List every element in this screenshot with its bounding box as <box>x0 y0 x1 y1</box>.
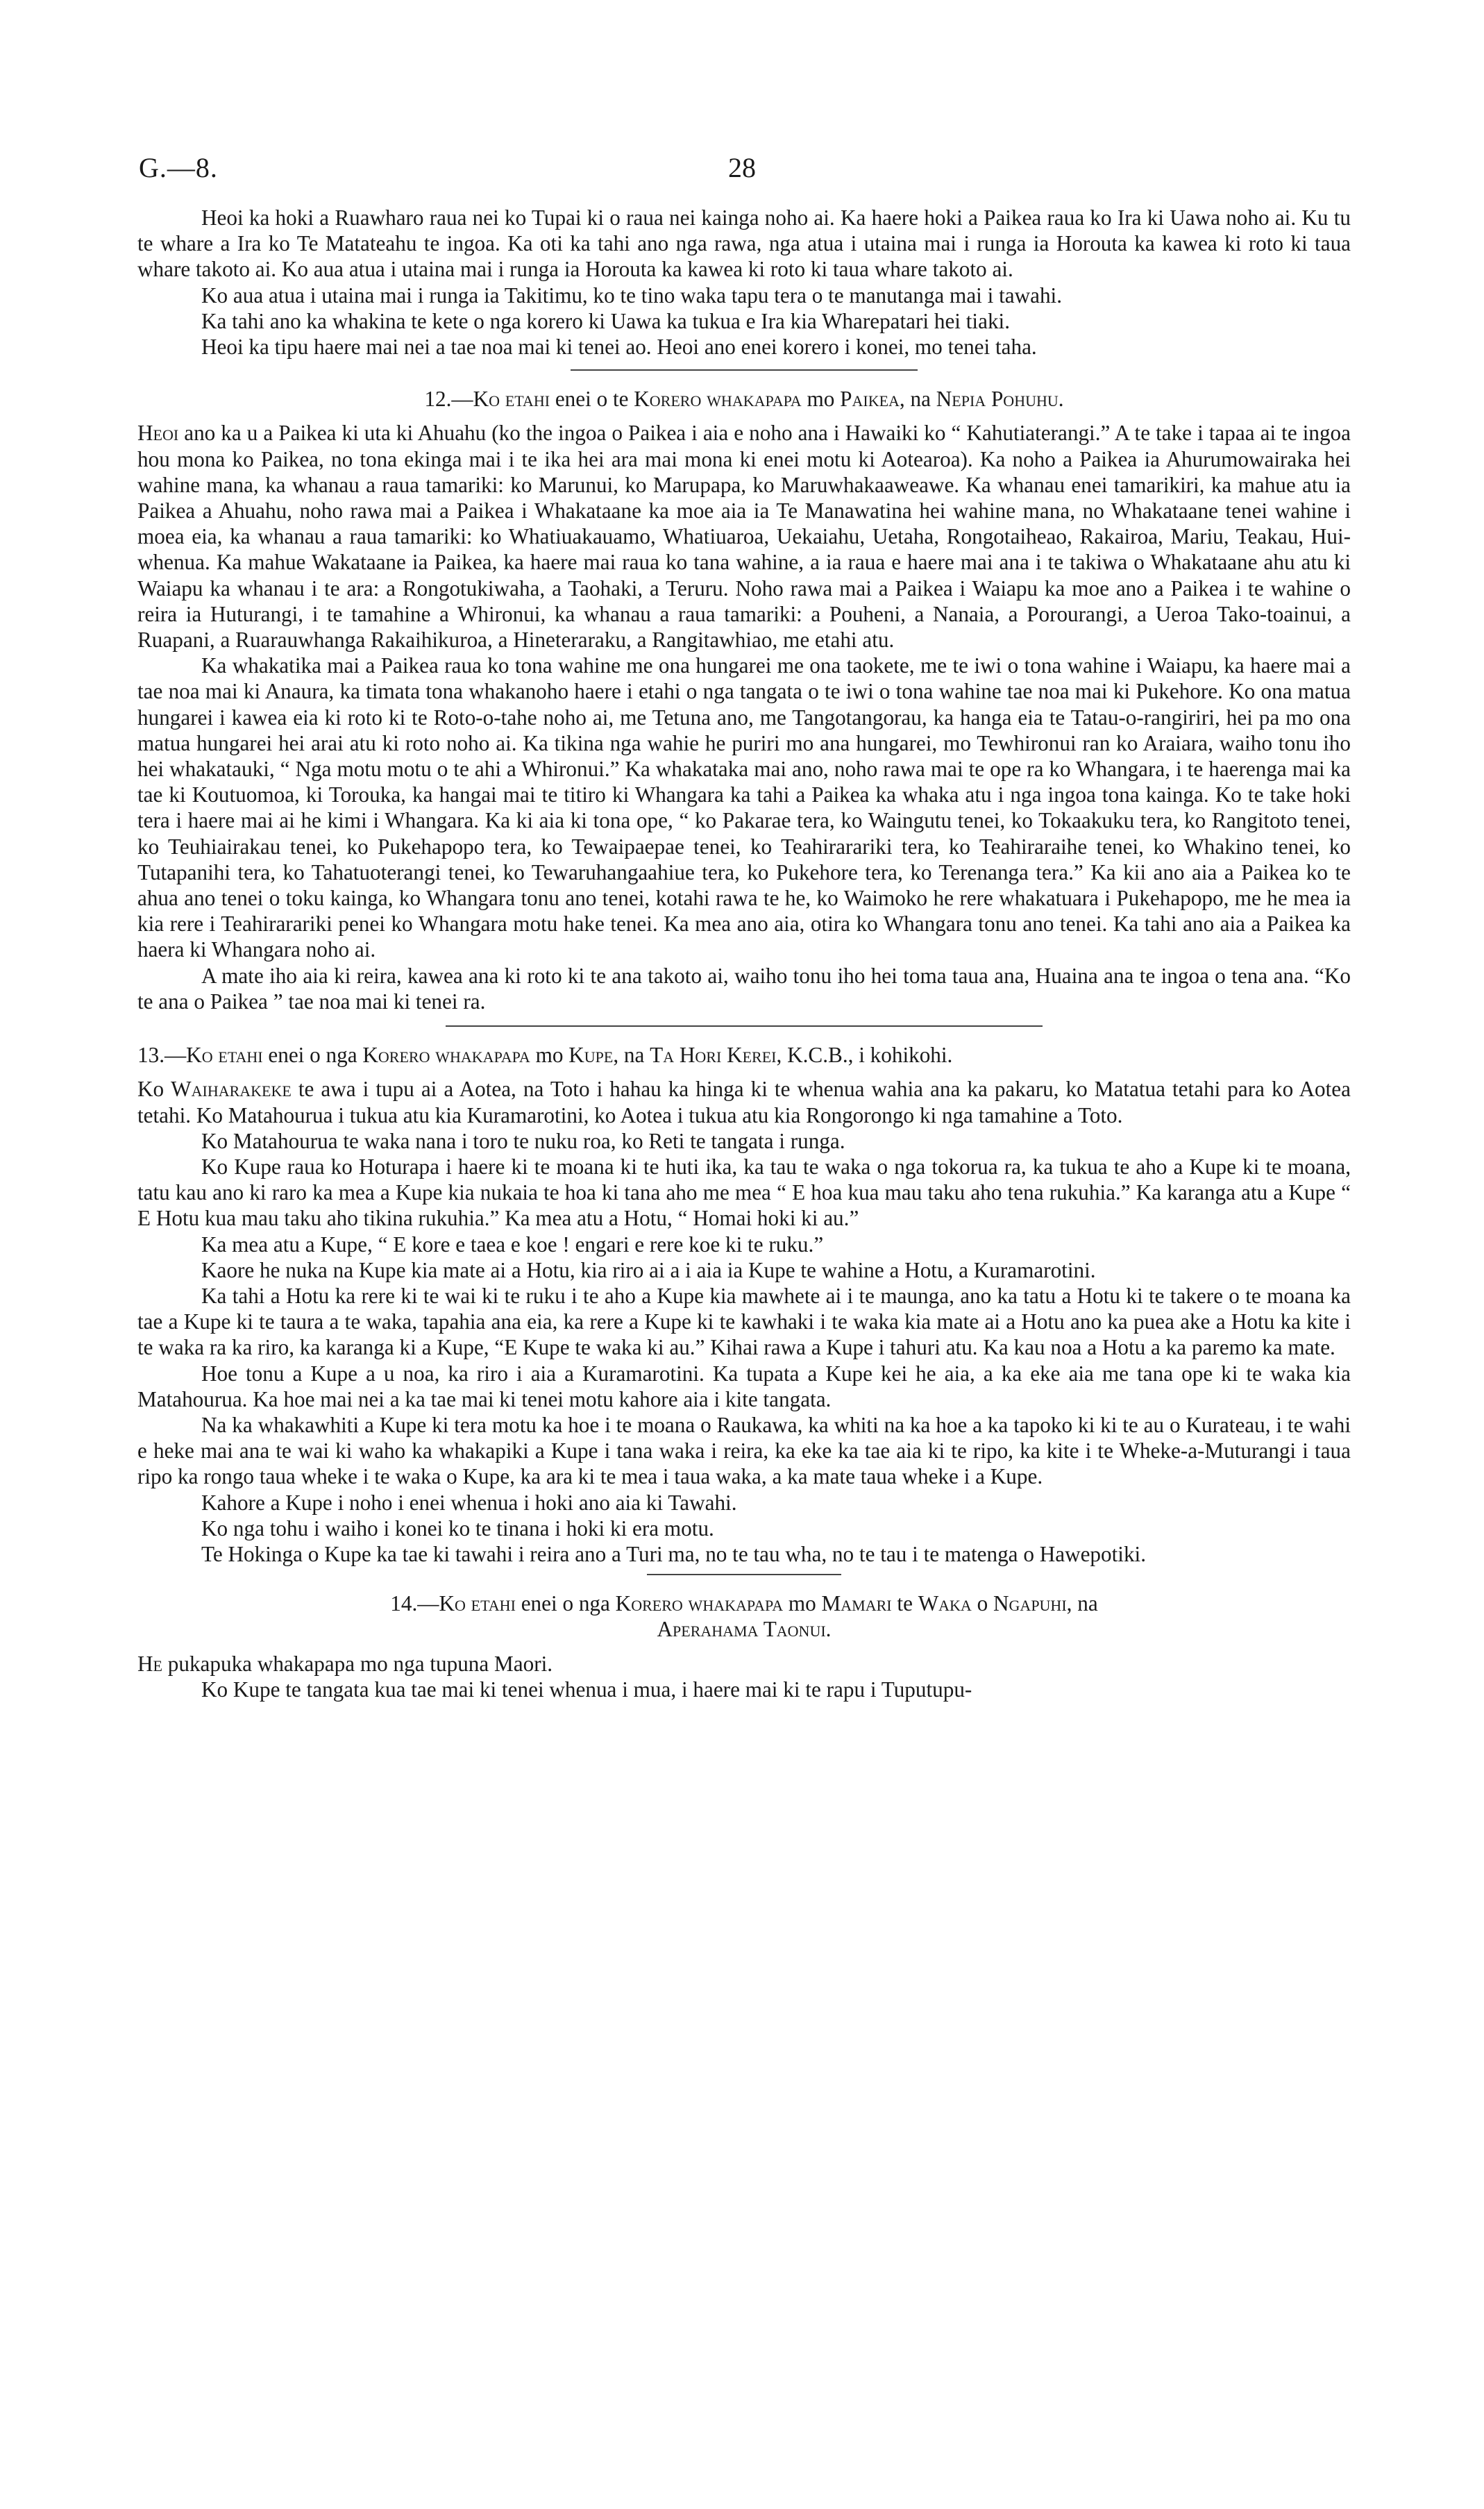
section-14-heading: 14.—Ko etahi enei o nga Korero whakapapa mo Mamari te Waka o Ngapuhi, na Aperahama Taonui. <box>390 1591 1098 1642</box>
section-divider <box>446 1025 1043 1027</box>
paragraph: Ko Waiharakeke te awa i tupu ai a Aotea, na Toto i hahau ka hinga ki te whenua wahia ana ka pakaru, ko Matatua tetahi para ko Aotea tetahi. Ko Matahourua i tukua atu kia Kuramarotini, ko Aotea i tukua atu kia Rongorongo ki nga tamahine a Toto. <box>137 1077 1351 1127</box>
paragraph: Ka mea atu a Kupe, “ E kore e taea e koe ! engari e rere koe ki te ruku.” <box>201 1232 824 1257</box>
paragraph: Ka whakatika mai a Paikea raua ko tona wahine me ona hungarei me ona taokete, me te iwi o tona wahine i Waiapu, ka haere mai a tae noa mai ki Anaura, ka timata tona whakanoho haere i etahi o nga tangata o te iwi o tona wahine tae noa mai ki Pukehore. Ko ona matua hungarei i kawea eia ki roto ki te Roto-o-tahe noho ai, me Tetuna ano, me Tangotangorau, ka hanga eia te Tatau-o-rangiriri, hei pa mo ona matua hungarei hei arai atu ki roto noho ai. Ka tikina nga wahie he puriri mo ana hungarei, mo Tewhironui ran ko Araiara, waiho tonu iho hei whakatauki, “ Nga motu motu o te ahi a Whironui.” Ka whakataka mai ano, noho rawa mai te ope ra ko Whangara, i te haerenga mai ka tae ki Koutuomoa, ki Torouka, ka hangai mai te titiro ki Whangara ka tahi a Paikea ka whaka atu i nga ingoa tona kainga. Ko te take hoki tera i haere mai ai he kimi i Whangara. Ka ki aia ki tona ope, “ ko Pakarae tera, ko Waingutu tenei, ko Tokaakuku tera, ko Rangitoto tenei, ko Teuhiairakau tenei, ko Pukehapopo tera, ko Tewaipaepae tenei, ko Teahirarariki tera, ko Teahiraraihe tenei, ko Whakino tenei, ko Tutapanihi tera, ko Tahatuoterangi tenei, ko Tewaruhangaahiue tera, ko Pukehore tera, ko Terenanga tera.” Ka kii ano aia a Paikea ko te ahua ano tenei o toku kainga, ko Whangara tonu ano tenei, kotahi rawa te he, ko Waimoko he rere whakatuara i Pukehapopo, me he mea ia kia rere i Teahirarariki penei ko Whangara motu hake tenei. Ka mea ano aia, otira ko Whangara tonu ano tenei. Ka tahi ano aia a Paikea ka haera ki Whangara noho ai. <box>137 653 1351 962</box>
paragraph: Ko Kupe raua ko Hoturapa i haere ki te moana ki te huti ika, ka tau te waka o nga tokorua ra, ka tukua te aho a Kupe ki te moana, tatu kau ano ki raro ka mea a Kupe kia nukaia te hoa ki tana aho me mea “ E hoa kua mau taku aho tena rukuhia.” Ka karanga atu a Kupe “ E Hotu kua mau taku aho tikina rukuhia.” Ka mea atu a Hotu, “ Homai hoki ki au.” <box>137 1154 1351 1231</box>
paragraph: Hoe tonu a Kupe a u noa, ka riro i aia a Kuramarotini. Ka tupata a Kupe kei he aia, a ka eke aia me tana ope ki te waka kia Matahourua. Ka hoe mai nei a ka tae mai ki tenei motu kahore aia i kite tangata. <box>137 1361 1351 1411</box>
paragraph: A mate iho aia ki reira, kawea ana ki roto ki te ana takoto ai, waiho tonu iho hei toma taua ana, Huaina ana te ingoa o tena ana. “Ko te ana o Paikea ” tae noa mai ki tenei ra. <box>137 963 1351 1014</box>
section-12-heading: 12.—Ko etahi enei o te Korero whakapapa mo Paikea, na Nepia Pohuhu. <box>424 387 1064 412</box>
section-divider <box>571 369 918 371</box>
page-body <box>137 205 1351 1702</box>
paragraph: He pukapuka whakapapa mo nga tupuna Maori. <box>137 1651 553 1676</box>
paragraph: Ka tahi a Hotu ka rere ki te wai ki te ruku i te aho a Kupe kia mawhete ai i te maunga, ano ka tatu a Hotu ki te takere o te moana ka tae a Kupe ki te taura a te waka, tapahia ana eia, ka rere a Kupe ki te kawhaki i te waka kia mate ai a Hotu ano ka puea ake a Hotu ka kite i te waka ra ka riro, ka karanga ki a Kupe, “E Kupe te waka ki au.” Kihai rawa a Kupe i tahuri atu. Ka kau noa a Hotu a ka paremo ka mate. <box>137 1283 1351 1360</box>
paragraph: Ko aua atua i utaina mai i runga ia Takitimu, ko te tino waka tapu tera o te manutanga mai i tawahi. <box>201 283 1063 308</box>
paragraph: Kaore he nuka na Kupe kia mate ai a Hotu, kia riro ai a i aia ia Kupe te wahine a Hotu, a Kuramarotini. <box>201 1257 1096 1282</box>
paragraph: Te Hokinga o Kupe ka tae ki tawahi i reira ano a Turi ma, no te tau wha, no te tau i te matenga o Hawepotiki. <box>201 1541 1147 1566</box>
lead-word: Heoi <box>137 421 179 446</box>
lead-word: Waiharakeke <box>171 1077 292 1102</box>
page-number: 28 <box>728 152 756 183</box>
paragraph: Ko nga tohu i waiho i konei ko te tinana i hoki ki era motu. <box>201 1516 714 1541</box>
lead-word: He <box>137 1651 162 1676</box>
paragraph: Ko Matahourua te waka nana i toro te nuku roa, ko Reti te tangata i runga. <box>201 1128 845 1153</box>
paragraph: Heoi ano ka u a Paikea ki uta ki Ahuahu (ko the ingoa o Paikea i aia e noho ana i Hawaiki ko “ Kahutiaterangi.” A te take i tapaa ai te ingoa hou mona ko Paikea, no tona ekinga mai i te ika hei ara mai mona ki enei motu ki Aotearoa). Ka noho a Paikea ia Ahurumowairaka hei wahine mana, ka whanau a raua tamariki: ko Marunui, ko Marupapa, ko Maruwhakaaweawe. Ka whanau enei tamarikiri, ka mahue atu ia Paikea a Ahuahu, noho rawa mai a Paikea i Whakataane ka moe aia ia Te Manawatina hei wahine mana, no Whakataane tenei wahine i moea eia, ka whanau a raua tamariki: ko Whatiuakauamo, Whatiuaroa, Uekaiahu, Uetaha, Rongotaiheao, Rakairoa, Mariu, Teakau, Hui-whenua. Ka mahue Wakataane ia Paikea, ka haere mai raua ko tana wahine, a ia raua e haere mai ana i te takiwa o Whakataane ahu atu ki Waiapu ka whanau i te ara: a Rongotukiwaha, a Taohaki, a Teruru. Noho rawa mai a Paikea i Waiapu ka moe ano a Paikea i te wahine o reira ia Huturangi, i te tamahine a Whironui, ka whanau a raua tamariki: a Pouheni, a Nanaia, a Porourangi, a Ueroa Tako-toainui, a Ruapani, a Ruarauwhanga Rakaihikuroa, a Hineteraraku, a Rangitawhiao, me etahi atu. <box>137 421 1351 653</box>
page-header <box>139 151 1345 193</box>
document-reference: G.—8. <box>139 152 218 183</box>
paragraph: Na ka whakawhiti a Kupe ki tera motu ka hoe i te moana o Raukawa, ka whiti na ka hoe a ka tapoko ki ki te au o Kurateau, i te wahi e heke mai ana te wai ki waho ka whakapiki a Kupe i tana waka i reira, ka eke ka tae aia ki te ripo, ka kite i te Wheke-a-Muturangi i taua ripo ka rongo taua wheke i te waka o Kupe, ka ara ki te mea i taua waka, a ka mate taua wheke i a Kupe. <box>137 1412 1351 1489</box>
section-13-heading: 13.—Ko etahi enei o nga Korero whakapapa mo Kupe, na Ta Hori Kerei, K.C.B., i kohikohi. <box>137 1043 953 1068</box>
section-divider <box>647 1574 841 1575</box>
paragraph: Heoi ka hoki a Ruawharo raua nei ko Tupai ki o raua nei kainga noho ai. Ka haere hoki a Paikea raua ko Ira ki Uawa noho ai. Ku tu te whare a Ira ko Te Matateahu te ingoa. Ka oti ka tahi ano nga rawa, nga atua i utaina mai i runga ia Horouta ka kawea ki roto ki taua whare takoto ai. Ko aua atua i utaina mai i runga ia Horouta ka kawea ki roto ki taua whare takoto ai. <box>137 205 1351 282</box>
paragraph: Ko Kupe te tangata kua tae mai ki tenei whenua i mua, i haere mai ki te rapu i Tuputupu- <box>201 1677 972 1702</box>
paragraph: Kahore a Kupe i noho i enei whenua i hoki ano aia ki Tawahi. <box>201 1490 737 1515</box>
paragraph: Heoi ka tipu haere mai nei a tae noa mai ki tenei ao. Heoi ano enei korero i konei, mo tenei taha. <box>201 335 1037 360</box>
paragraph: Ka tahi ano ka whakina te kete o nga korero ki Uawa ka tukua e Ira kia Wharepatari hei tiaki. <box>201 308 1010 333</box>
